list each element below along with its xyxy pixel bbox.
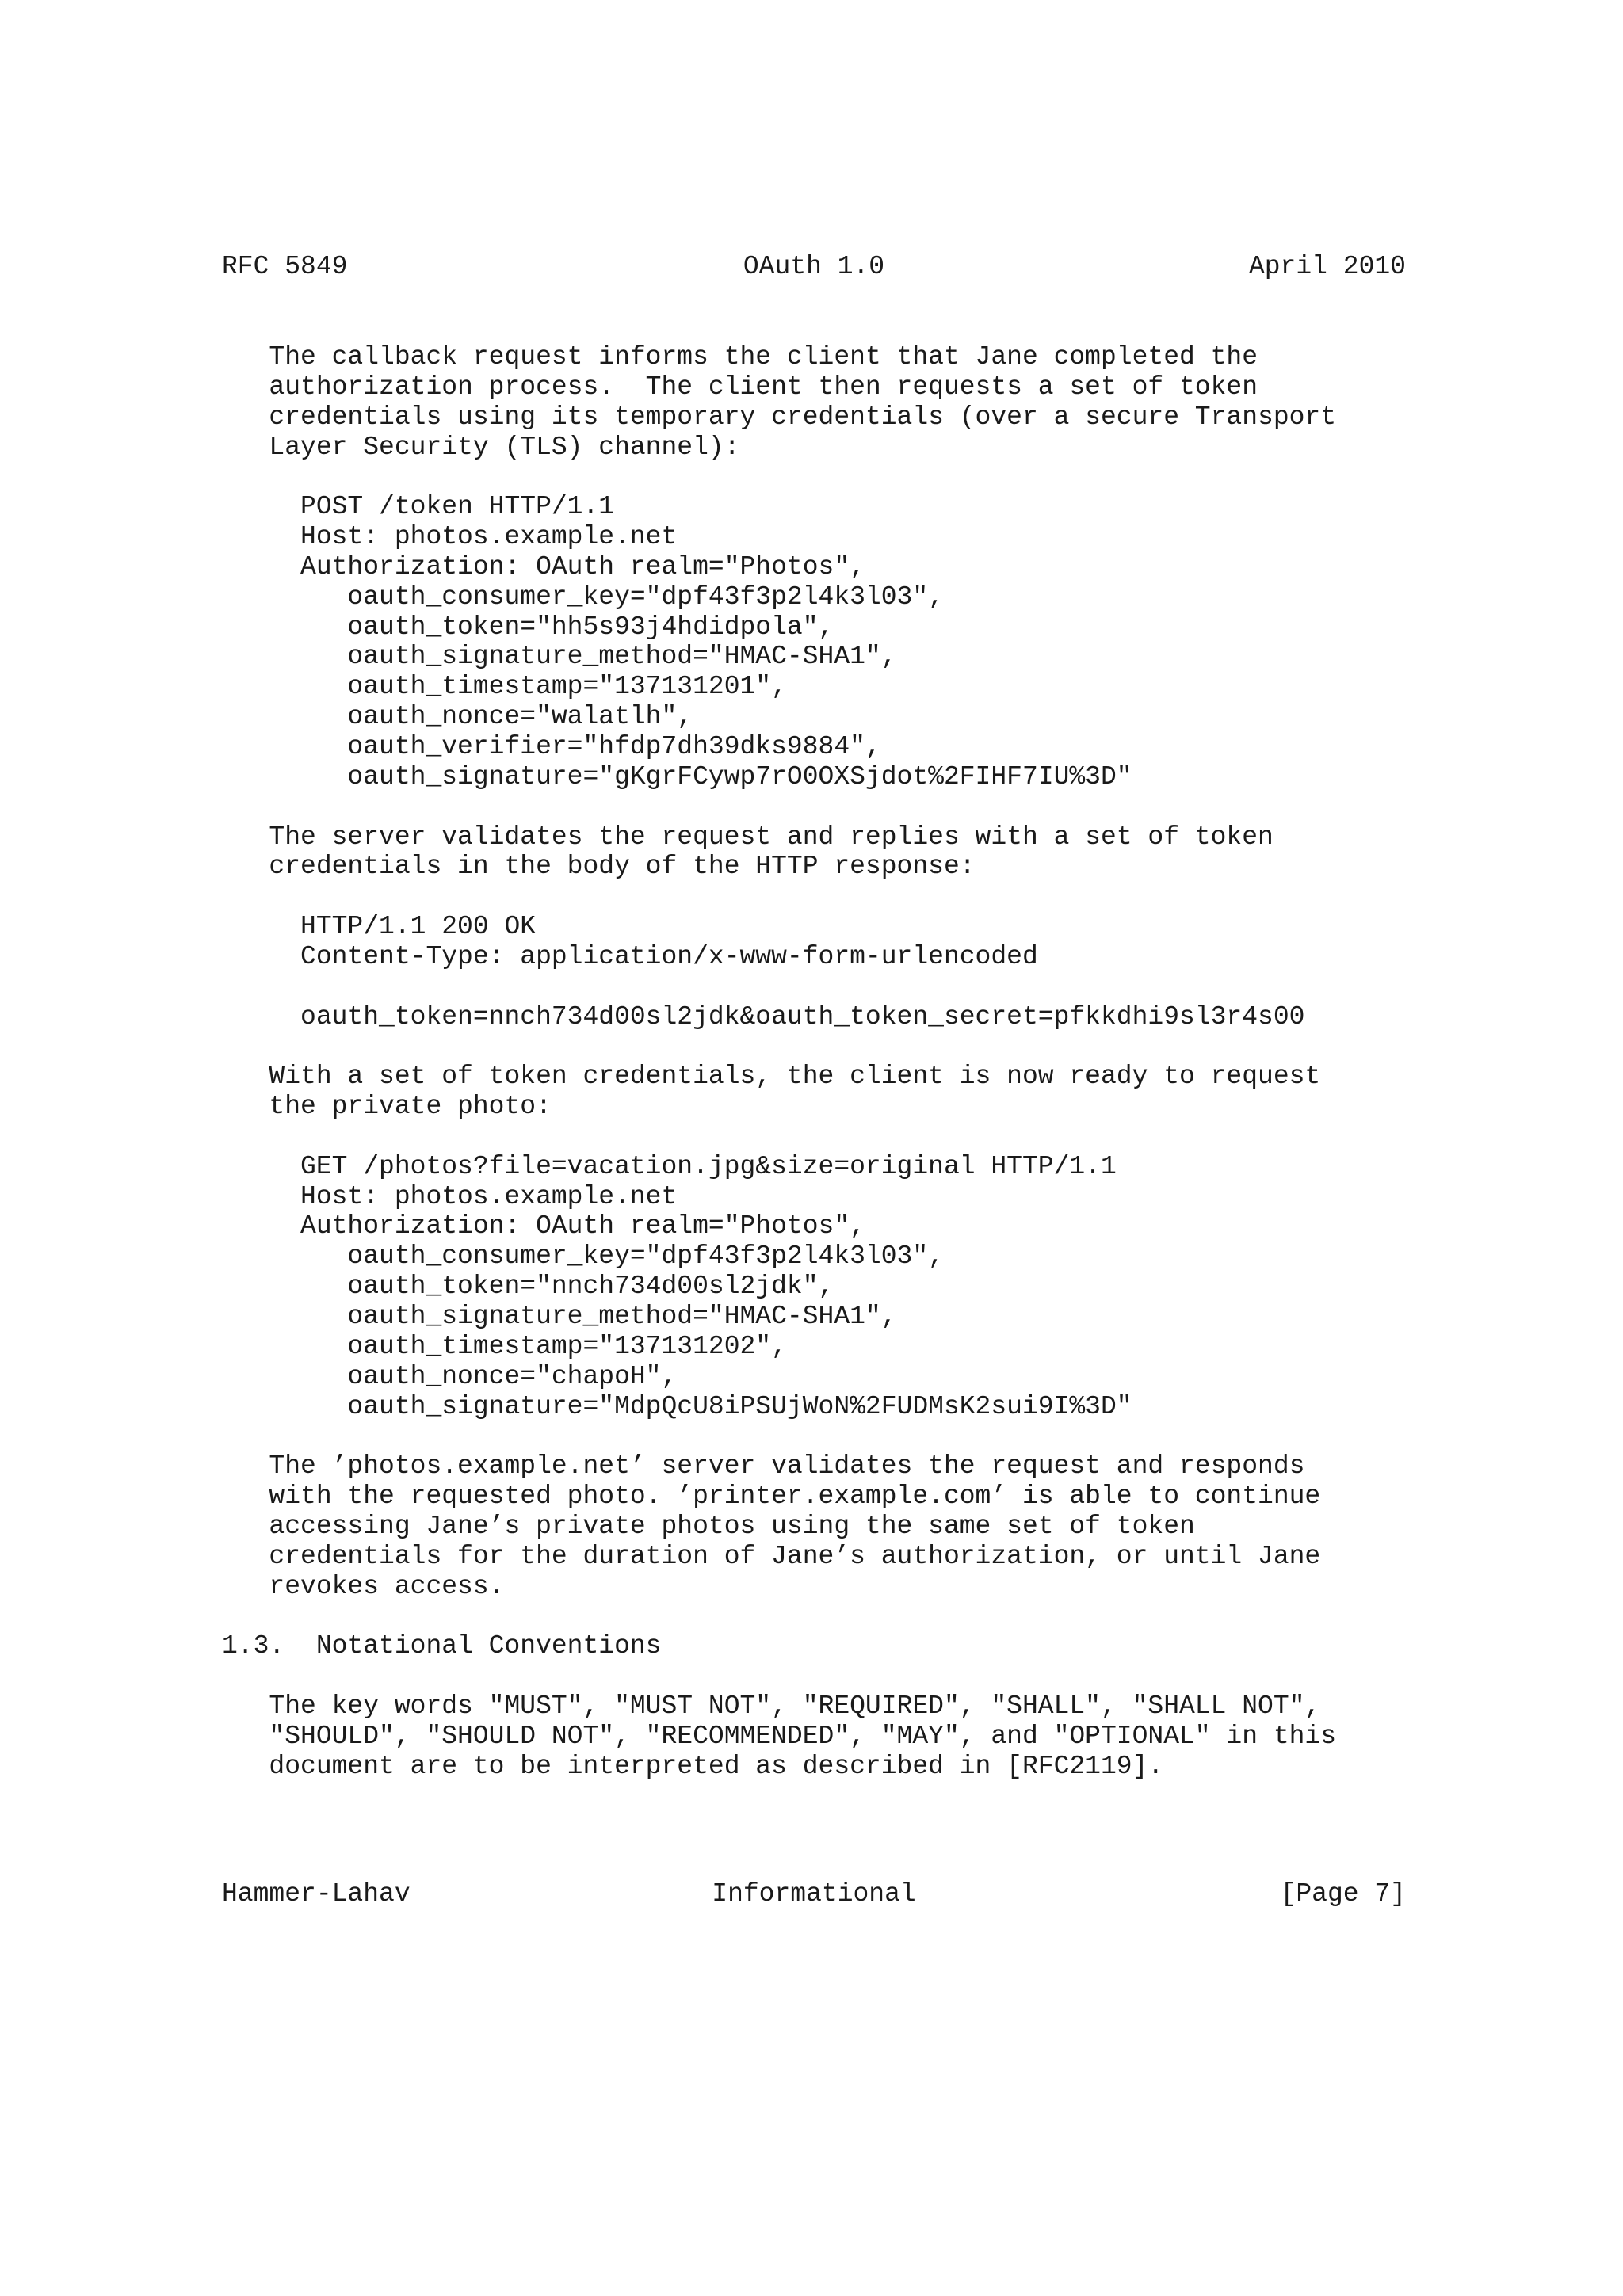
code-line: oauth_token="nnch734d00sl2jdk",	[222, 1272, 834, 1302]
code-line: Host: photos.example.net	[222, 1181, 678, 1211]
body-line: the private photo:	[222, 1092, 552, 1122]
body-line: Layer Security (TLS) channel):	[222, 432, 740, 462]
page-body	[222, 342, 1426, 1782]
code-line: oauth_nonce="chapoH",	[222, 1361, 678, 1391]
code-line: GET /photos?file=vacation.jpg&size=original HTTP/1.1	[222, 1151, 1117, 1181]
page-header	[222, 252, 1406, 282]
code-line: POST /token HTTP/1.1	[222, 492, 615, 522]
code-line: oauth_timestamp="137131202",	[222, 1331, 787, 1361]
body-line: revokes access.	[222, 1571, 505, 1601]
body-line: The ’photos.example.net’ server validates the request and responds	[222, 1451, 1305, 1482]
code-line: oauth_timestamp="137131201",	[222, 672, 787, 702]
code-line: HTTP/1.1 200 OK	[222, 912, 537, 942]
body-line: accessing Jane’s private photos using the same set of token	[222, 1511, 1195, 1541]
header-date: April 2010	[1248, 252, 1406, 281]
code-line: oauth_token=nnch734d00sl2jdk&oauth_token_secret=pfkkdhi9sl3r4s00	[222, 1001, 1305, 1032]
code-line: oauth_nonce="walatlh",	[222, 702, 693, 732]
body-line: authorization process. The client then requests a set of token	[222, 372, 1258, 402]
code-line: oauth_signature="MdpQcU8iPSUjWoN%2FUDMsK2sui9I%3D"	[222, 1391, 1132, 1421]
code-line: oauth_verifier="hfdp7dh39dks9884",	[222, 731, 881, 761]
body-line: The server validates the request and replies with a set of token	[222, 822, 1274, 852]
code-line: oauth_consumer_key="dpf43f3p2l4k3l03",	[222, 1241, 944, 1272]
body-line: The callback request informs the client that Jane completed the	[222, 342, 1258, 372]
body-line: credentials for the duration of Jane’s authorization, or until Jane	[222, 1541, 1321, 1571]
body-line: credentials using its temporary credentials (over a secure Transport	[222, 402, 1337, 432]
code-line: oauth_token="hh5s93j4hdidpola",	[222, 612, 834, 642]
footer-page-number: [Page 7]	[1280, 1879, 1406, 1909]
blank-line	[222, 882, 1426, 912]
body-line: with the requested photo. ’printer.example.com’ is able to continue	[222, 1482, 1321, 1512]
footer-category: Informational	[712, 1879, 916, 1909]
blank-line	[222, 462, 1426, 492]
body-line: credentials in the body of the HTTP response:	[222, 852, 976, 882]
blank-line	[222, 1421, 1426, 1451]
header-title: OAuth 1.0	[743, 252, 885, 281]
code-line: Authorization: OAuth realm="Photos",	[222, 1211, 865, 1241]
code-line: Authorization: OAuth realm="Photos",	[222, 551, 865, 582]
footer-author: Hammer-Lahav	[222, 1879, 411, 1909]
section-heading: 1.3. Notational Conventions	[222, 1631, 662, 1661]
blank-line	[222, 972, 1426, 1002]
blank-line	[222, 1601, 1426, 1631]
page-footer	[222, 1879, 1406, 1909]
blank-line	[222, 792, 1426, 822]
blank-line	[222, 1122, 1426, 1152]
blank-line	[222, 1661, 1426, 1691]
body-line: "SHOULD", "SHOULD NOT", "RECOMMENDED", "MAY", and "OPTIONAL" in this	[222, 1721, 1337, 1751]
code-line: Host: photos.example.net	[222, 522, 678, 552]
body-line: document are to be interpreted as described in [RFC2119].	[222, 1751, 1164, 1781]
code-line: oauth_signature_method="HMAC-SHA1",	[222, 1302, 897, 1331]
code-line: Content-Type: application/x-www-form-urlencoded	[222, 941, 1038, 971]
body-line: With a set of token credentials, the client is now ready to request	[222, 1062, 1321, 1092]
code-line: oauth_consumer_key="dpf43f3p2l4k3l03",	[222, 582, 944, 612]
code-line: oauth_signature_method="HMAC-SHA1",	[222, 642, 897, 672]
header-rfc-number: RFC 5849	[222, 252, 348, 281]
blank-line	[222, 1032, 1426, 1062]
body-line: The key words "MUST", "MUST NOT", "REQUIRED", "SHALL", "SHALL NOT",	[222, 1691, 1321, 1721]
code-line: oauth_signature="gKgrFCywp7rO0OXSjdot%2FIHF7IU%3D"	[222, 761, 1132, 791]
